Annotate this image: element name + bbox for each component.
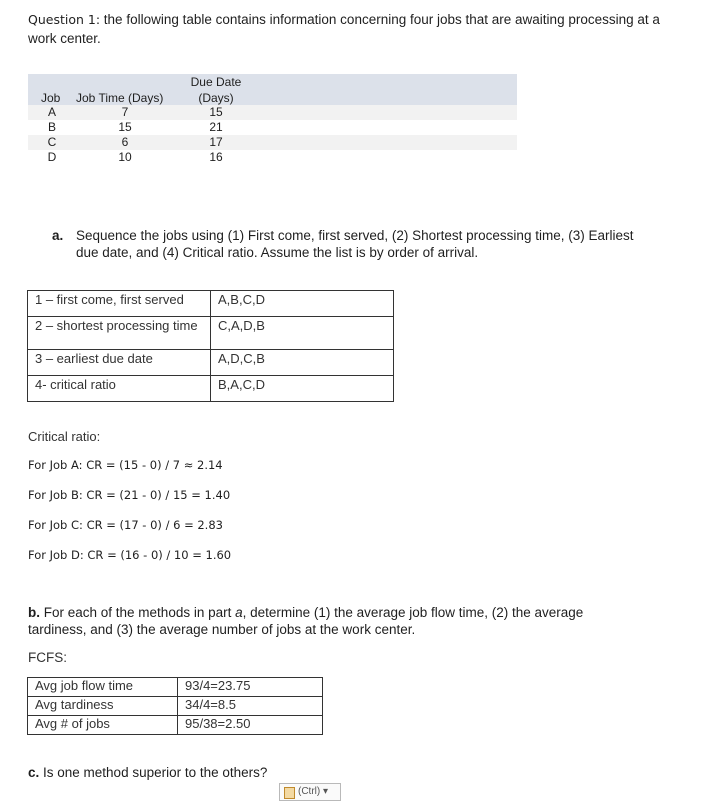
- jobs-table-header: [28, 74, 517, 105]
- table-row: [28, 105, 517, 120]
- sequence-cell: C,A,D,B: [211, 317, 394, 350]
- part-b: [28, 604, 628, 638]
- method-cell: 3 – earliest due date: [28, 350, 211, 376]
- clipboard-icon: [284, 787, 295, 799]
- due-cell: 16: [209, 150, 223, 164]
- fcfs-label: FCFS:: [28, 650, 67, 665]
- critical-ratio-line: For Job B: CR = (21 - 0) / 15 = 1.40: [28, 488, 231, 502]
- critical-ratio-line: For Job D: CR = (16 - 0) / 10 = 1.60: [28, 548, 232, 562]
- table-row: [28, 678, 323, 697]
- part-a: [52, 227, 652, 261]
- time-cell: 15: [118, 120, 132, 134]
- paste-options-button[interactable]: [279, 783, 341, 801]
- time-cell: 6: [121, 135, 129, 149]
- due-cell: 21: [209, 120, 223, 134]
- due-cell: 15: [209, 105, 223, 119]
- header-due-days: (Days): [198, 91, 234, 105]
- part-c-label: c.: [28, 765, 40, 780]
- header-job: Job: [41, 91, 61, 105]
- method-cell: 2 – shortest processing time: [28, 317, 211, 350]
- value-cell: 34/4=8.5: [178, 697, 323, 716]
- sequence-cell: B,A,C,D: [211, 376, 394, 402]
- header-due-date: Due Date: [190, 75, 242, 89]
- question-1: [28, 10, 668, 48]
- job-cell: A: [47, 105, 56, 119]
- sequence-table: [27, 290, 394, 402]
- part-a-text: Sequence the jobs using (1) First come, first served, (2) Shortest processing time, (3) Earliest due date, and (4) Critical ratio. Assume the list is by order of arrival.: [76, 228, 634, 260]
- part-b-text-1: For each of the methods in part: [40, 605, 236, 620]
- method-cell: 4- critical ratio: [28, 376, 211, 402]
- value-cell: 95/38=2.50: [178, 716, 323, 735]
- table-row: [28, 120, 517, 135]
- value-cell: 93/4=23.75: [178, 678, 323, 697]
- part-a-label: a.: [52, 228, 64, 243]
- table-row: [28, 350, 394, 376]
- time-cell: 7: [121, 105, 129, 119]
- part-c: [28, 765, 267, 780]
- jobs-table-body: [28, 105, 517, 165]
- part-c-text: Is one method superior to the others?: [39, 765, 268, 780]
- sequence-cell: A,B,C,D: [211, 291, 394, 317]
- metric-cell: Avg job flow time: [28, 678, 178, 697]
- part-b-text-italic: a: [235, 605, 243, 620]
- critical-ratio-line: For Job A: CR = (15 - 0) / 7 ≈ 2.14: [28, 458, 223, 472]
- question-1-text: the following table contains information concerning four jobs that are awaiting processing at a work center.: [28, 12, 660, 46]
- sequence-cell: A,D,C,B: [211, 350, 394, 376]
- paste-options-label: (Ctrl) ▾: [298, 786, 329, 797]
- table-row: [28, 697, 323, 716]
- critical-ratio-heading: Critical ratio:: [28, 429, 101, 444]
- question-1-label: Question 1:: [28, 12, 101, 27]
- job-cell: D: [47, 150, 57, 164]
- table-row: [28, 317, 394, 350]
- table-row: [28, 291, 394, 317]
- metric-cell: Avg # of jobs: [28, 716, 178, 735]
- critical-ratio-line: For Job C: CR = (17 - 0) / 6 = 2.83: [28, 518, 223, 532]
- table-row: [28, 135, 517, 150]
- time-cell: 10: [118, 150, 132, 164]
- part-b-text-2: , determine (1) the average job flow time, (2) the average tardiness, and (3) the average number of jobs at the work center.: [28, 605, 584, 637]
- job-cell: B: [47, 120, 56, 134]
- job-cell: C: [47, 135, 57, 149]
- due-cell: 17: [209, 135, 223, 149]
- jobs-table: [28, 74, 517, 165]
- part-b-label: b.: [28, 605, 40, 620]
- table-row: [28, 150, 517, 165]
- table-row: [28, 376, 394, 402]
- header-job-time: Job Time (Days): [76, 91, 164, 105]
- method-cell: 1 – first come, first served: [28, 291, 211, 317]
- fcfs-table: [27, 677, 323, 735]
- metric-cell: Avg tardiness: [28, 697, 178, 716]
- table-row: [28, 716, 323, 735]
